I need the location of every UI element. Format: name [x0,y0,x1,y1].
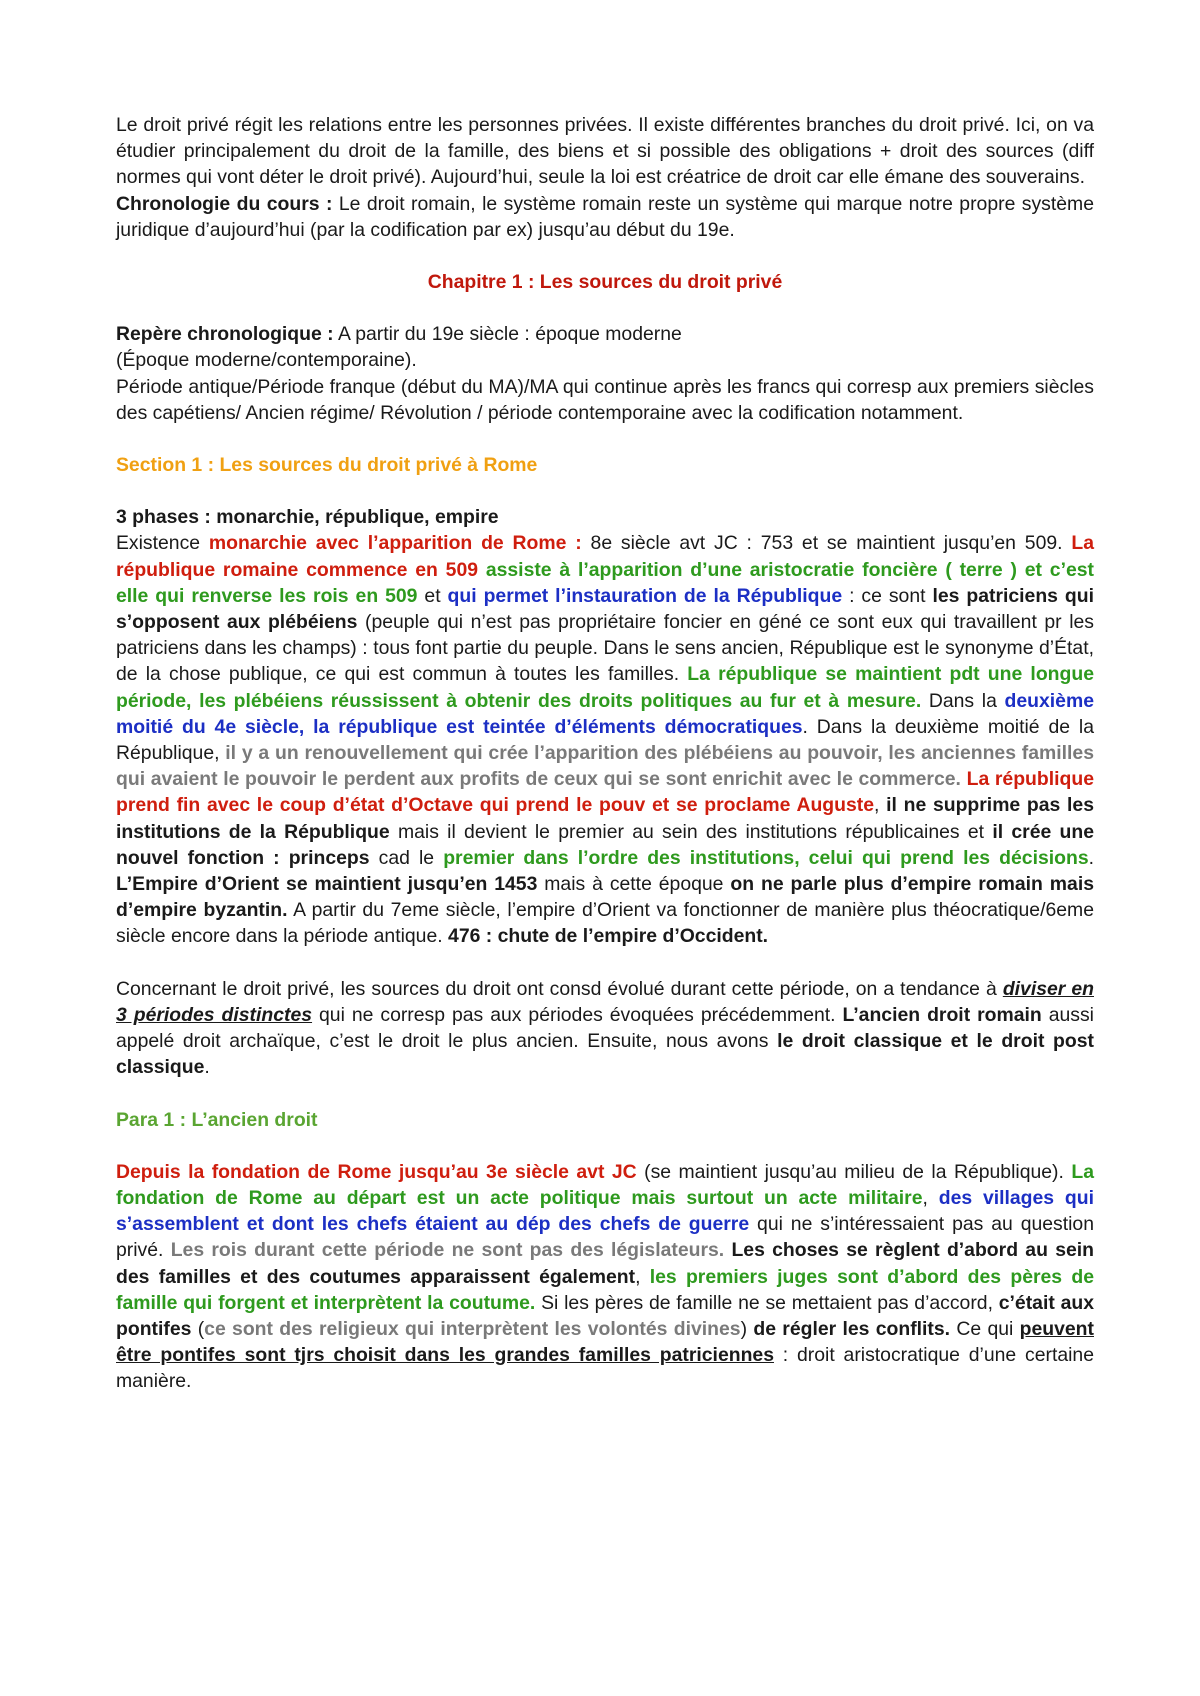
document-page [116,112,1094,1395]
phases-span: 8e siècle avt JC : 753 et se maintient jusqu’en 509. [581,532,1072,555]
phases-bold: les patriciens qui s’opposent aux plébéiens [116,584,1094,634]
repere-text-1: A partir du 19e siècle : époque moderne [333,323,682,346]
ancien-highlight-blue: des villages qui s’assemblent et dont les chefs étaient au dép des chefs de guerre [116,1186,1094,1236]
phases-highlight-green: premier dans l’ordre des institutions, celui qui prend les décisions [443,846,1089,869]
ancien-bold: Les choses se règlent d’abord au sein des familles et des coutumes apparaissent également [116,1239,1094,1288]
ancien-span: (se maintient jusqu’au milieu de la République). [636,1160,1072,1183]
chrono-label: Chronologie du cours : [116,192,333,215]
concernant-span: aussi appelé droit archaïque, c’est le droit le plus ancien. Ensuite, nous avons [116,1003,1094,1053]
phases-span: : ce sont [842,584,933,607]
repere-text-2: (Époque moderne/contemporaine). [116,349,417,372]
chrono-text: Le droit romain, le système romain reste un système qui marque notre propre système juridique d’aujourd’hui (par la codification par ex) jusqu’au début du 19e. [116,192,1094,241]
phases-span: et [417,584,448,607]
phases-bold: L’Empire d’Orient se maintient jusqu’en 1453 [116,873,538,896]
ancien-bold: c’était aux pontifes [116,1291,1094,1340]
ancien-span: Si les pères de famille ne se mettaient pas d’accord, [535,1291,999,1314]
phases-span: . [1088,846,1094,869]
ancien-span: , [635,1265,650,1288]
concernant-paragraph [116,976,1094,1081]
phases-span: , [874,794,887,817]
ancien-highlight-red: Depuis la fondation de Rome jusqu’au 3e siècle avt JC [116,1160,637,1183]
ancien-highlight-green: La fondation de Rome au départ est un acte politique mais surtout un acte militaire [116,1160,1094,1209]
phases-span: mais à cette époque [537,873,731,896]
phases-paragraph [116,504,1094,949]
phases-span: Existence [116,532,209,555]
concernant-span: Concernant le droit privé, les sources du droit ont consd évolué durant cette période, on a tendance à [116,977,1003,1000]
ancien-span: : droit aristocratique d’une certaine manière. [116,1344,1094,1393]
section-title: Section 1 : Les sources du droit privé à Rome [116,454,538,477]
ancien-highlight-gray: ce sont des religieux qui interprètent les volontés divines [204,1317,741,1340]
ancien-span: qui ne s’intéressaient pas au question privé. [116,1213,1095,1262]
ancien-highlight-green: les premiers juges sont d’abord des pères de famille qui forgent et interprètent la coutume. [116,1265,1094,1314]
intro-paragraph [116,112,1094,243]
concernant-bold: L’ancien droit romain [842,1003,1042,1026]
phases-bold: 476 : chute de l’empire d’Occident. [448,925,769,948]
phases-bold: il ne supprime pas les institutions de la République [116,794,1095,843]
phases-span: Dans la [921,689,1005,712]
phases-highlight-gray: il y a un renouvellement qui crée l’apparition des plébéiens au pouvoir, les anciennes familles qui avaient le pouvoir le perdent aux profits de ceux qui se sont enrichit avec le commerce. [116,742,1094,791]
phases-bold: on ne parle plus d’empire romain mais d’empire byzantin. [116,873,1094,922]
phases-span: mais il devient le premier au sein des institutions républicaines et [389,820,993,843]
concernant-span: . [204,1056,210,1079]
repere-label: Repère chronologique : [116,323,334,346]
para-title: Para 1 : L’ancien droit [116,1108,318,1131]
concernant-span: qui ne corresp pas aux périodes évoquées précédemment. [312,1003,843,1026]
phases-highlight-blue: qui permet l’instauration de la République [447,584,843,607]
phases-highlight-red: La république prend fin avec le coup d’état d’Octave qui prend le pouv et se proclame Auguste [116,768,1094,817]
ancien-span: ) [740,1317,754,1340]
ancien-highlight-gray: Les rois durant cette période ne sont pas des législateurs. [170,1239,725,1262]
phases-highlight-green: assiste à l’apparition d’une aristocratie foncière ( terre ) et c’est elle qui renverse les rois en 509 [116,558,1094,607]
phases-highlight-red: La république romaine commence en 509 [116,532,1095,581]
phases-span: . Dans la deuxième moitié de la République, [116,715,1094,765]
repere-paragraph [116,321,1094,426]
phases-span: A partir du 7eme siècle, l’empire d’Orient va fonctionner de manière plus théocratique/6eme siècle encore dans la période antique. [116,899,1094,948]
phases-highlight-green: La république se maintient pdt une longue période, les plébéiens réussissent à obtenir des droits politiques au fur et à mesure. [116,663,1094,712]
ancien-span: ( [191,1317,205,1340]
intro-text: Le droit privé régit les relations entre les personnes privées. Il existe différentes branches du droit privé. Ici, on va étudier principalement du droit de la famille, des biens et si possible des obligations + droit des sources (diff normes qui vont déter le droit privé). Aujourd’hui, seule la loi est créatrice de droit car elle émane des souverains. [116,114,1094,189]
concernant-emphasis: diviser en 3 périodes distinctes [116,977,1094,1026]
phases-title: 3 phases : monarchie, république, empire [116,506,499,529]
phases-span: (peuple qui n’est pas propriétaire foncier en géné ce sont eux qui travaillent pr les patriciens dans les champs) : tous font partie du peuple. Dans le sens ancien, République est le synonyme d’État, de la chose publique, ce qui est commun à toutes les familles. [116,611,1094,686]
phases-span: cad le [369,846,444,869]
repere-text-3: Période antique/Période franque (début du MA)/MA qui continue après les francs qui corresp aux premiers siècles des capétiens/ Ancien régime/ Révolution / période contemporaine avec la codification notamment. [116,375,1094,424]
ancien-underlined: peuvent être pontifes sont tjrs choisit dans les grandes familles patriciennes [116,1317,1094,1367]
phases-highlight-blue: deuxième moitié du 4e siècle, la république est teintée d’éléments démocratiques [116,689,1094,738]
phases-bold: il crée une nouvel fonction : princeps [116,820,1095,869]
ancien-paragraph [116,1159,1094,1395]
ancien-bold: de régler les conflits. [753,1317,951,1340]
phases-highlight-red: monarchie avec l’apparition de Rome : [208,532,582,555]
concernant-bold: le droit classique et le droit post classique [116,1030,1094,1079]
ancien-span: , [922,1186,939,1209]
ancien-span: Ce qui [950,1317,1020,1340]
chapter-title: Chapitre 1 : Les sources du droit privé [427,271,783,294]
